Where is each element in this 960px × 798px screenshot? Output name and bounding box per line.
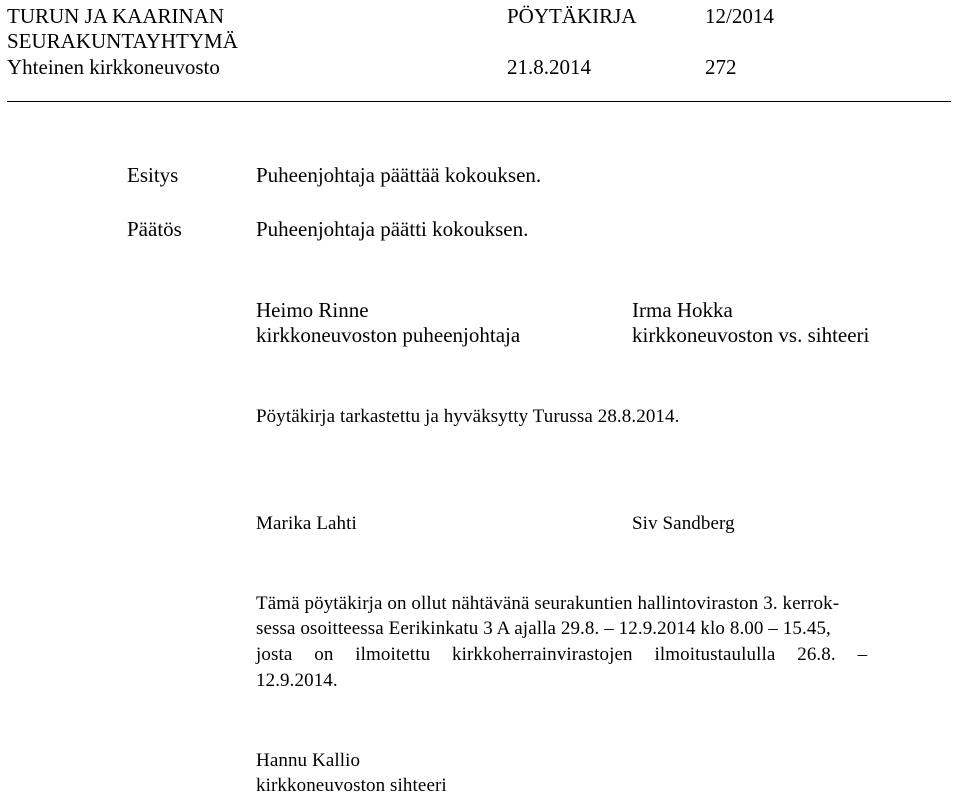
meeting-date: 21.8.2014 <box>507 55 591 79</box>
org-name-line2: SEURAKUNTAYHTYMÄ <box>7 29 238 53</box>
org-name-line1: TURUN JA KAARINAN <box>7 4 225 28</box>
esitys-text: Puheenjohtaja päättää kokouksen. <box>256 163 542 187</box>
paatos-label: Päätös <box>127 217 182 241</box>
reviewer-1-name: Marika Lahti <box>256 513 357 534</box>
paatos-text: Puheenjohtaja päätti kokouksen. <box>256 217 529 241</box>
esitys-label: Esitys <box>127 163 179 187</box>
document-type: PÖYTÄKIRJA <box>507 4 637 28</box>
chair-title: kirkkoneuvoston puheenjohtaja <box>256 323 521 347</box>
notice-line-4: 12.9.2014. <box>256 670 338 691</box>
document-number: 12/2014 <box>705 4 774 28</box>
chair-name: Heimo Rinne <box>256 298 369 322</box>
review-statement: Pöytäkirja tarkastettu ja hyväksytty Turussa 28.8.2014. <box>256 406 680 427</box>
notice-line-1: Tämä pöytäkirja on ollut nähtävänä seurakuntien hallintoviraston 3. kerrok- <box>256 593 840 614</box>
header-divider <box>7 101 951 102</box>
notice-line-3: josta on ilmoitettu kirkkoherrainvirastojen ilmoitustaululla 26.8. – <box>256 644 868 665</box>
secretary-title: kirkkoneuvoston vs. sihteeri <box>632 323 870 347</box>
reviewer-2-name: Siv Sandberg <box>632 513 735 534</box>
page-number: 272 <box>705 55 737 79</box>
body-name: Yhteinen kirkkoneuvosto <box>7 55 220 79</box>
footer-signer-name: Hannu Kallio <box>256 750 361 771</box>
footer-signer-title: kirkkoneuvoston sihteeri <box>256 775 447 796</box>
secretary-name: Irma Hokka <box>632 298 733 322</box>
notice-line-2: sessa osoitteessa Eerikinkatu 3 A ajalla 29.8. – 12.9.2014 klo 8.00 – 15.45, <box>256 618 831 639</box>
